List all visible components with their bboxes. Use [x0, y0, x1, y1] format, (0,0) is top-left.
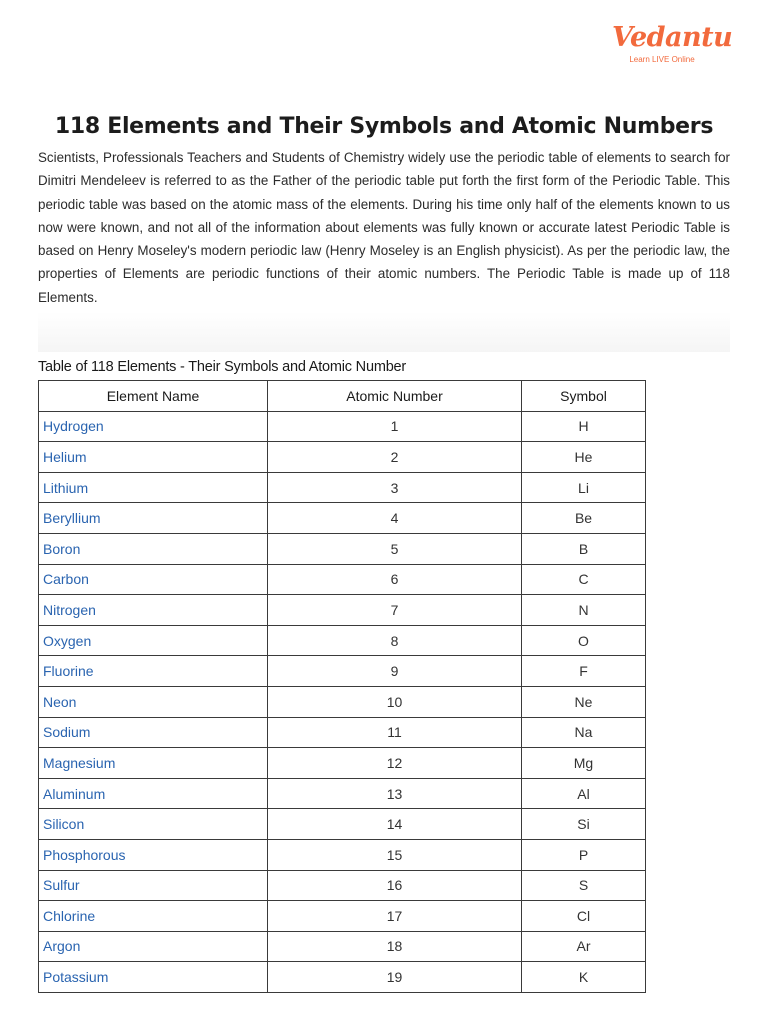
vedantu-logo [612, 22, 733, 65]
table-row [39, 686, 646, 717]
atomic-number-cell: 8 [268, 625, 522, 656]
section-divider-band [38, 312, 730, 352]
symbol-cell: Na [522, 717, 646, 748]
logo-tagline: Learn LIVE Online [629, 55, 695, 64]
element-link[interactable]: Carbon [39, 564, 268, 595]
element-link[interactable]: Fluorine [39, 656, 268, 687]
intro-paragraph [38, 146, 730, 309]
element-link[interactable]: Sodium [39, 717, 268, 748]
symbol-cell: P [522, 839, 646, 870]
table-body [39, 411, 646, 992]
table-row [39, 533, 646, 564]
symbol-cell: Al [522, 778, 646, 809]
symbol-cell: Be [522, 503, 646, 534]
logo-wordmark: Vedantu [612, 22, 733, 53]
atomic-number-cell: 14 [268, 809, 522, 840]
table-row [39, 870, 646, 901]
element-link[interactable]: Oxygen [39, 625, 268, 656]
atomic-number-cell: 3 [268, 472, 522, 503]
symbol-cell: N [522, 595, 646, 626]
table-row [39, 625, 646, 656]
atomic-number-cell: 5 [268, 533, 522, 564]
atomic-number-cell: 13 [268, 778, 522, 809]
element-link[interactable]: Sulfur [39, 870, 268, 901]
table-row [39, 778, 646, 809]
element-link[interactable]: Lithium [39, 472, 268, 503]
symbol-cell: K [522, 962, 646, 993]
table-row [39, 411, 646, 442]
symbol-cell: Cl [522, 901, 646, 932]
table-row [39, 564, 646, 595]
symbol-cell: Ar [522, 931, 646, 962]
table-row [39, 901, 646, 932]
table-row [39, 839, 646, 870]
atomic-number-cell: 11 [268, 717, 522, 748]
element-link[interactable]: Argon [39, 931, 268, 962]
symbol-cell: S [522, 870, 646, 901]
atomic-number-cell: 16 [268, 870, 522, 901]
element-link[interactable]: Neon [39, 686, 268, 717]
table-row [39, 962, 646, 993]
atomic-number-cell: 18 [268, 931, 522, 962]
header-row [39, 381, 646, 412]
atomic-number-cell: 12 [268, 748, 522, 779]
element-link[interactable]: Magnesium [39, 748, 268, 779]
table-row [39, 809, 646, 840]
atomic-number-cell: 6 [268, 564, 522, 595]
element-link[interactable]: Hydrogen [39, 411, 268, 442]
atomic-number-cell: 4 [268, 503, 522, 534]
element-link[interactable]: Beryllium [39, 503, 268, 534]
atomic-number-cell: 2 [268, 442, 522, 473]
symbol-cell: Mg [522, 748, 646, 779]
symbol-cell: B [522, 533, 646, 564]
symbol-cell: F [522, 656, 646, 687]
element-link[interactable]: Silicon [39, 809, 268, 840]
header-element-name: Element Name [39, 381, 268, 412]
atomic-number-cell: 17 [268, 901, 522, 932]
atomic-number-cell: 15 [268, 839, 522, 870]
symbol-cell: C [522, 564, 646, 595]
table-row [39, 931, 646, 962]
atomic-number-cell: 10 [268, 686, 522, 717]
table-row [39, 595, 646, 626]
table-row [39, 503, 646, 534]
element-link[interactable]: Aluminum [39, 778, 268, 809]
symbol-cell: O [522, 625, 646, 656]
atomic-number-cell: 7 [268, 595, 522, 626]
header-atomic-number: Atomic Number [268, 381, 522, 412]
element-link[interactable]: Potassium [39, 962, 268, 993]
table-caption: Table of 118 Elements - Their Symbols and Atomic Number [38, 359, 407, 375]
intro-text: Scientists, Professionals Teachers and Students of Chemistry widely use the periodic table of elements to search for Dimitri Mendeleev is referred to as the Father of the periodic table put forth the first form of the Periodic Table. This periodic table was based on the atomic mass of the elements. During his time only half of the elements known to us now were known, and not all of the information about elements was fully known or accurate latest Periodic Table is based on Henry Moseley's modern periodic law (Henry Moseley is an English physicist). As per the periodic law, the properties of Elements are periodic functions of their atomic numbers. The Periodic Table is made up of 118 Elements. [38, 150, 730, 305]
table-row [39, 748, 646, 779]
page-title: 118 Elements and Their Symbols and Atomic Numbers [54, 114, 714, 139]
atomic-number-cell: 9 [268, 656, 522, 687]
element-link[interactable]: Chlorine [39, 901, 268, 932]
element-link[interactable]: Nitrogen [39, 595, 268, 626]
atomic-number-cell: 1 [268, 411, 522, 442]
element-link[interactable]: Helium [39, 442, 268, 473]
table-row [39, 472, 646, 503]
atomic-number-cell: 19 [268, 962, 522, 993]
element-link[interactable]: Boron [39, 533, 268, 564]
symbol-cell: Si [522, 809, 646, 840]
table-row [39, 717, 646, 748]
symbol-cell: Li [522, 472, 646, 503]
elements-table [38, 380, 646, 993]
element-link[interactable]: Phosphorous [39, 839, 268, 870]
symbol-cell: Ne [522, 686, 646, 717]
symbol-cell: H [522, 411, 646, 442]
header-symbol: Symbol [522, 381, 646, 412]
table-row [39, 656, 646, 687]
symbol-cell: He [522, 442, 646, 473]
table-header [39, 381, 646, 412]
table-row [39, 442, 646, 473]
